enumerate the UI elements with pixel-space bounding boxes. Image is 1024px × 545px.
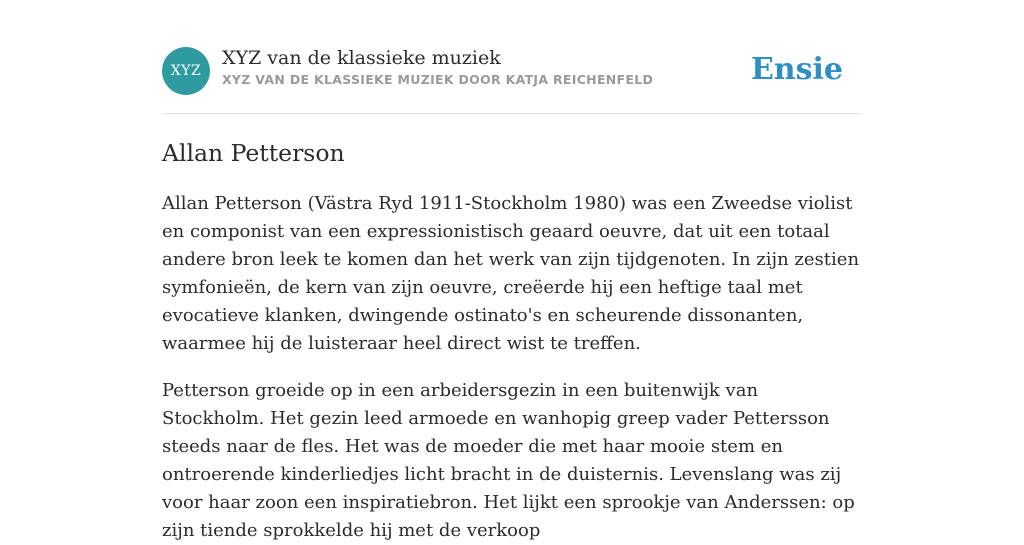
article-title: Allan Petterson [162, 139, 345, 167]
site-titles [222, 45, 653, 89]
article-paragraph: Petterson groeide op in een arbeidersgezin in een buitenwijk van Stockholm. Het gezin leed armoede en wanhopig greep vader Pettersson steeds naar de fles. Het was de moeder die met haar mooie stem en ontroerende kinderliedjes licht bracht in de duisternis. Levenslang was zij voor haar zoon een inspiratiebron. Het lijkt een sprookje van Anderssen: op zijn tiende sprokkelde hij met de verkoop [162, 380, 855, 541]
article [162, 114, 862, 545]
content-container [162, 0, 862, 545]
site-title-link[interactable]: XYZ van de klassieke muziek [222, 47, 501, 69]
brand-logo[interactable]: Ensie [750, 52, 843, 87]
site-avatar[interactable]: XYZ [162, 47, 210, 95]
site-header [162, 0, 862, 114]
site-subtitle: XYZ VAN DE KLASSIEKE MUZIEK DOOR KATJA REICHENFELD [222, 72, 654, 87]
article-paragraph: Allan Petterson (Västra Ryd 1911-Stockholm 1980) was een Zweedse violist en componist van een expressionistisch geaard oeuvre, dat uit een totaal andere bron leek te komen dan het werk van zijn tijdgenoten. In zijn zestien symfonieën, de kern van zijn oeuvre, creëerde hij een heftige taal met evocatieve klanken, dwingende ostinato's en scheurende dissonanten, waarmee hij de luisteraar heel direct wist te treffen. [162, 193, 860, 354]
